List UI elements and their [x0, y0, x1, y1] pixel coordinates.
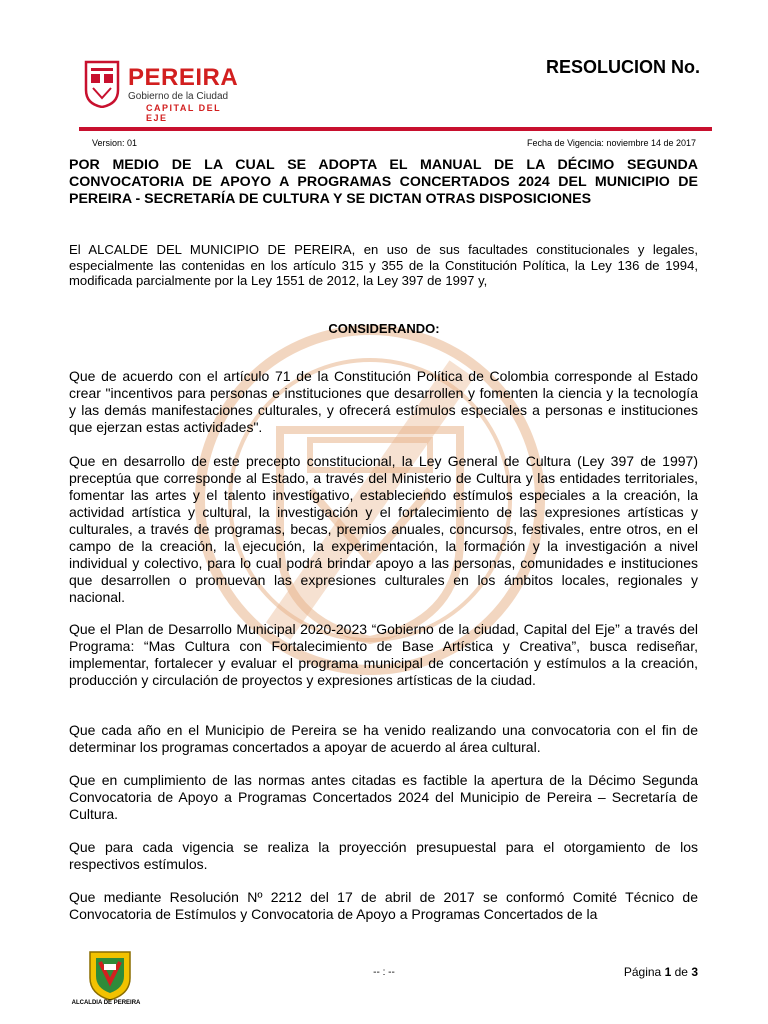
paragraph-5: Que en cumplimiento de las normas antes citadas es factible la apertura de la Décimo Segunda Convocatoria de Apoyo a Programas Concertados 2024 del Municipio de Pereira – Secretaría de Cultura.	[69, 772, 698, 822]
page-total: 3	[691, 965, 698, 979]
footer-logo-label: ALCALDIA DE PEREIRA	[71, 1000, 141, 1006]
resolution-label: RESOLUCION No.	[545, 57, 700, 77]
page-prefix: Página	[623, 965, 662, 979]
page-number	[624, 965, 698, 979]
page-current: 1	[664, 965, 672, 979]
logo-name: PEREIRA	[128, 64, 239, 91]
paragraph-2: Que en desarrollo de este precepto constitucional, la Ley General de Cultura (Ley 397 de 1997) preceptúa que corresponde al Estado, a través del Ministerio de Cultura y las entidades territoriales, fomentar las artes y el talento investigativo, estableciendo estímulos especiales a la creación, la actividad artística y cultural, la investigación y el fortalecimiento de las expresiones artísticas y culturales, a través de programas, becas, premios anuales, concursos, festivales, entre otros, en el campo de la creación, la ejecución, la experimentación, la formación y la investigación a nivel individual y colectivo, para lo cual podrá brindar apoyo a las personas, comunidades e instituciones que desarrollen o promuevan las expresiones culturales en los ámbitos locales, regionales y nacional.	[69, 453, 698, 605]
paragraph-6: Que para cada vigencia se realiza la proyección presupuestal para el otorgamiento de los respectivos estímulos.	[69, 839, 698, 872]
paragraph-1: Que de acuerdo con el artículo 71 de la Constitución Política de Colombia corresponde al Estado crear "incentivos para personas e instituciones que desarrollen y fomenten la ciencia y la tecnología y las demás manifestaciones culturales, y ofrecerá estímulos especiales a personas e instituciones que ejerzan estas actividades".	[69, 368, 698, 435]
document-title: POR MEDIO DE LA CUAL SE ADOPTA EL MANUAL DE LA DÉCIMO SEGUNDA CONVOCATORIA DE APOYO A PROGRAMAS CONCERTADOS 2024 DEL MUNICIPIO DE PEREIRA - SECRETARÍA DE CULTURA Y SE DICTAN OTRAS DISPOSICIONES	[69, 157, 698, 208]
vigencia-label: Fecha de Vigencia: noviembre 14 de 2017	[527, 138, 696, 148]
page-of: de	[674, 965, 688, 979]
preamble-paragraph: El ALCALDE DEL MUNICIPIO DE PEREIRA, en uso de sus facultades constitucionales y legales, especialmente las contenidas en los artículo 315 y 355 de la Constitución Política, la Ley 136 de 1994, modificada parcialmente por la Ley 1551 de 2012, la Ley 397 de 1997 y,	[69, 242, 698, 289]
pereira-logo	[84, 60, 244, 123]
paragraph-7: Que mediante Resolución Nº 2212 del 17 de abril de 2017 se conformó Comité Técnico de Convocatoria de Estímulos y Convocatoria de Apoyo a Programas Concertados de la	[69, 889, 698, 922]
paragraph-3: Que el Plan de Desarrollo Municipal 2020-2023 “Gobierno de la ciudad, Capital del Eje” a través del Programa: “Mas Cultura con Fortalecimiento de Base Artística y Creativa”, busca rediseñar, implementar, fortalecer y evaluar el programa municipal de concertación y estímulos a la creación, producción y circulación de proyectos y expresiones artísticas de la ciudad.	[69, 621, 698, 688]
header-divider	[79, 127, 712, 131]
city-shield-icon	[84, 60, 120, 108]
logo-tagline: CAPITAL DEL EJE	[146, 103, 222, 123]
logo-subtitle: Gobierno de la Ciudad	[128, 91, 229, 102]
paragraph-4: Que cada año en el Municipio de Pereira se ha venido realizando una convocatoria con el fin de determinar los programas concertados a apoyar de acuerdo al área cultural.	[69, 722, 698, 755]
version-label: Version: 01	[92, 138, 138, 148]
footer-center-mark: -- : --	[373, 967, 395, 978]
considerando-heading: CONSIDERANDO:	[328, 321, 440, 336]
